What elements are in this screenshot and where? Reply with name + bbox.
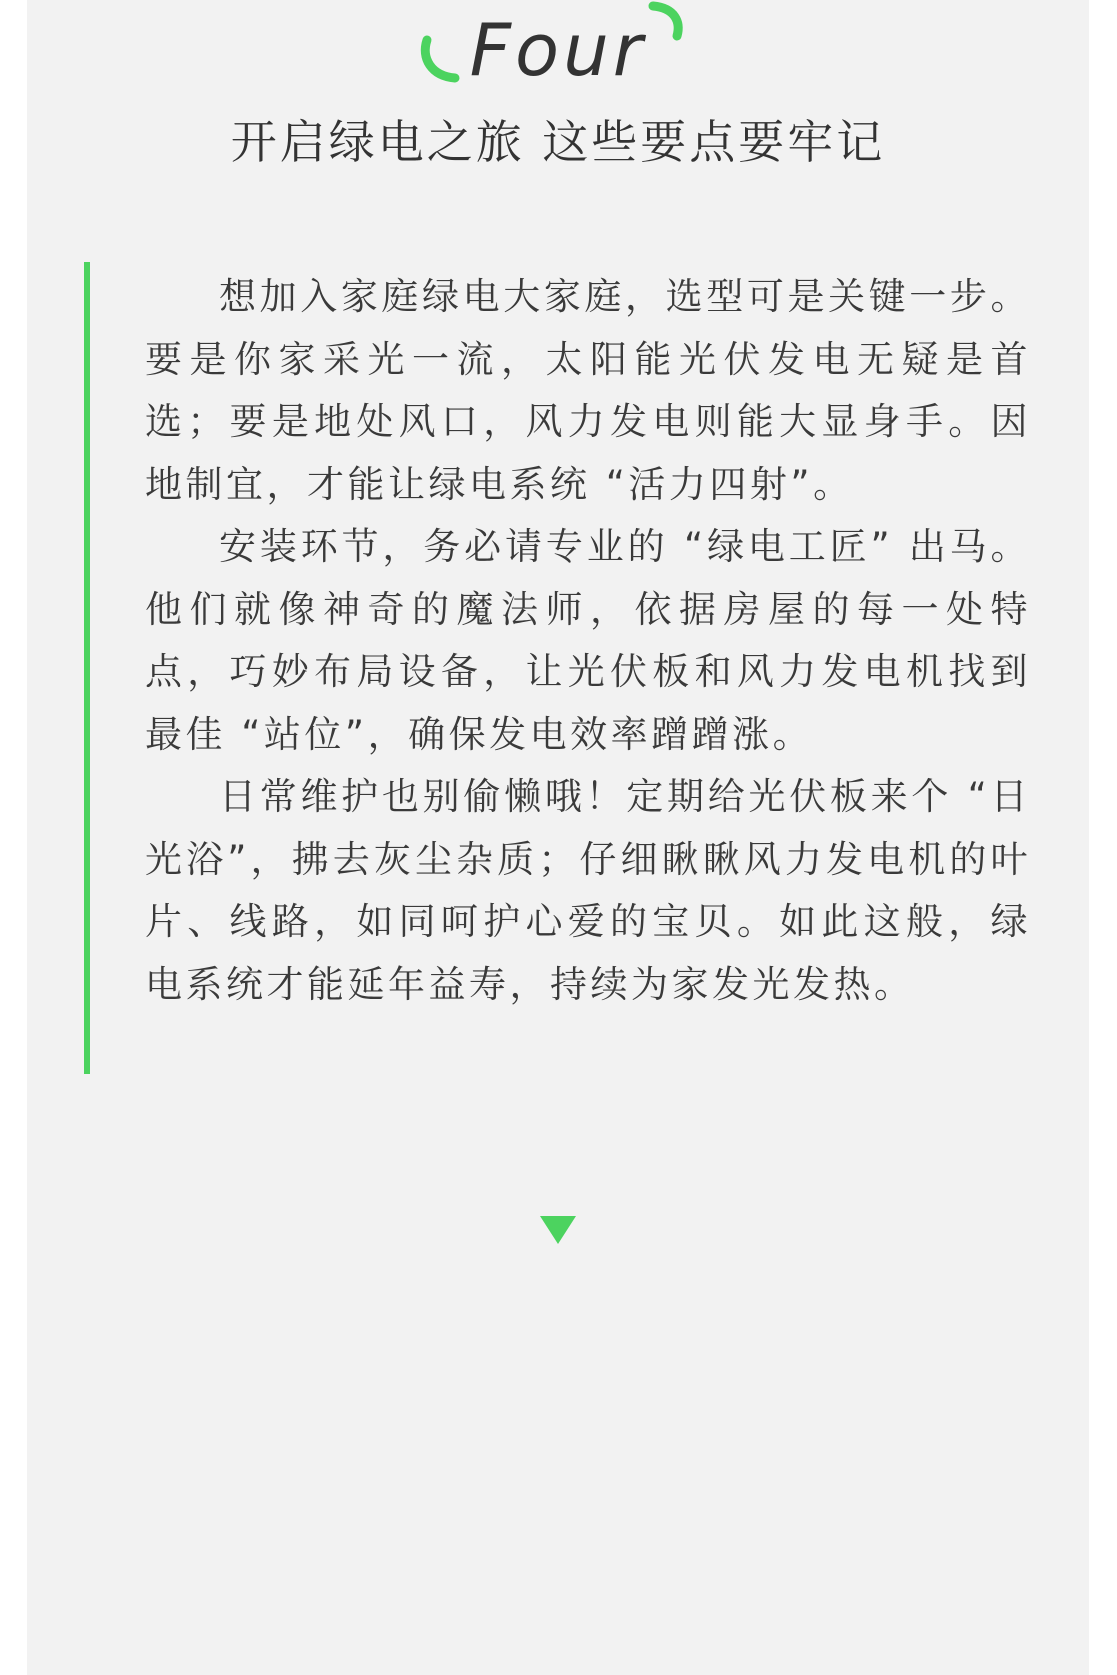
paragraph: 安装环节，务必请专业的 “绿电工匠” 出马。他们就像神奇的魔法师，依据房屋的每一处特点，巧妙布局设备，让光伏板和风力发电机找到最佳 “站位”，确保发电效率蹭蹭涨。 [145, 525, 1031, 756]
article-body [145, 266, 1031, 1016]
arc-right-icon [647, 0, 687, 44]
section-number: Four [469, 8, 647, 92]
section-title: 开启绿电之旅 这些要点要牢记 [230, 115, 886, 169]
paragraph: 想加入家庭绿电大家庭，选型可是关键一步。要是你家采光一流，太阳能光伏发电无疑是首选；要是地处风口，风力发电则能大显身手。因地制宜，才能让绿电系统 “活力四射”。 [145, 275, 1031, 506]
paragraph: 日常维护也别偷懒哦！定期给光伏板来个 “日光浴”，拂去灰尘杂质；仔细瞅瞅风力发电机的叶片、线路，如同呵护心爱的宝贝。如此这般，绿电系统才能延年益寿，持续为家发光发热。 [145, 775, 1031, 1006]
triangle-down-icon [540, 1216, 576, 1244]
accent-bar [84, 262, 90, 1074]
article-card [27, 0, 1089, 1675]
